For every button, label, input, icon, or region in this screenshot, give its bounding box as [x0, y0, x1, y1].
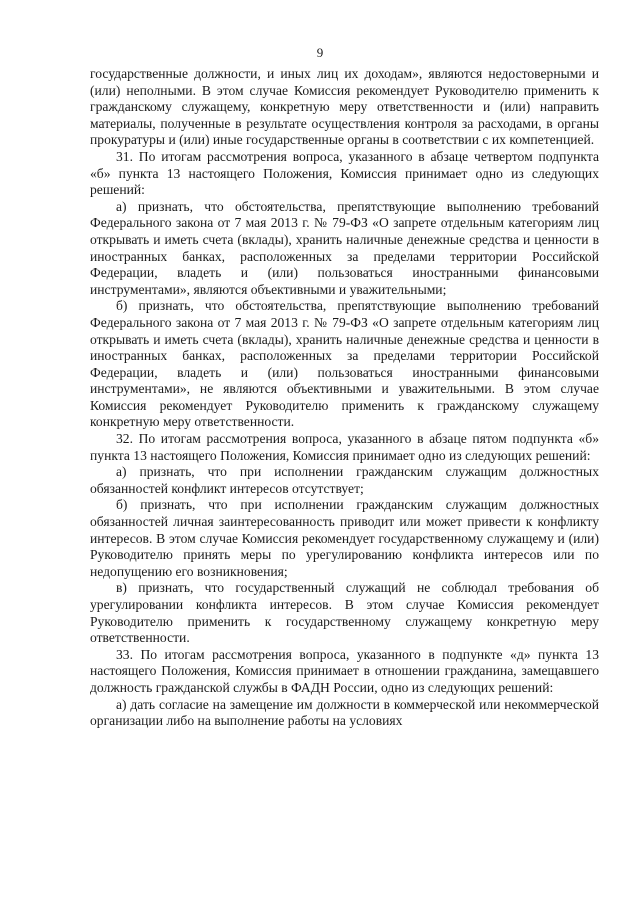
- paragraph-clause-32-v: в) признать, что государственный служащий не соблюдал требования об урегулировании конфликта интересов. В этом случае Комиссия рекомендует Руководителю применить к государственному служащему конкретную меру ответственности.: [90, 580, 599, 646]
- paragraph-clause-33: 33. По итогам рассмотрения вопроса, указанного в подпункте «д» пункта 13 настоящего Положения, Комиссия принимает в отношении гражданина, замещавшего должность гражданской службы в ФАДН России, одно из следующих решений:: [90, 646, 599, 695]
- paragraph-clause-32-b: б) признать, что при исполнении гражданским служащим должностных обязанностей личная заинтересованность приводит или может привести к конфликту интересов. В этом случае Комиссия рекомендует государственному служащему и (или) Руководителю принять меры по урегулированию конфликта интересов или по недопущению его возникновения;: [90, 497, 599, 579]
- paragraph-continuation: государственные должности, и иных лиц их доходам», являются недостоверными и (или) неполными. В этом случае Комиссия рекомендует Руководителю применить к гражданскому служащему, конкретную меру ответственности и (или) направить материалы, полученные в результате осуществления контроля за расходами, в органы прокуратуры и (или) иные государственные органы в соответствии с их компетенцией.: [90, 66, 599, 148]
- paragraph-clause-33-a: а) дать согласие на замещение им должности в коммерческой или некоммерческой организации либо на выполнение работы на условиях: [90, 696, 599, 729]
- paragraph-clause-31: 31. По итогам рассмотрения вопроса, указанного в абзаце четвертом подпункта «б» пункта 13 настоящего Положения, Комиссия принимает одно из следующих решений:: [90, 148, 599, 198]
- paragraph-clause-32: 32. По итогам рассмотрения вопроса, указанного в абзаце пятом подпункта «б» пункта 13 настоящего Положения, Комиссия принимает одно из следующих решений:: [90, 431, 599, 463]
- paragraph-clause-32-a: а) признать, что при исполнении гражданским служащим должностных обязанностей конфликт интересов отсутствует;: [90, 464, 599, 496]
- paragraph-clause-31-a: а) признать, что обстоятельства, препятствующие выполнению требований Федерального закона от 7 мая 2013 г. № 79-ФЗ «О запрете отдельным категориям лиц открывать и иметь счета (вклады), хранить наличные денежные средства и ценности в иностранных банках, расположенных за пределами территории Российской Федерации, владеть и (или) пользоваться иностранными финансовыми инструментами», являются объективными и уважительными;: [90, 198, 599, 297]
- document-body: [90, 66, 599, 730]
- paragraph-clause-31-b: б) признать, что обстоятельства, препятствующие выполнению требований Федерального закона от 7 мая 2013 г. № 79-ФЗ «О запрете отдельным категориям лиц открывать и иметь счета (вклады), хранить наличные денежные средства и ценности в иностранных банках, расположенных за пределами территории Российской Федерации, владеть и (или) пользоваться иностранными финансовыми инструментами», не являются объективными и уважительными. В этом случае Комиссия рекомендует Руководителю применить к гражданскому служащему конкретную меру ответственности.: [90, 298, 599, 430]
- page-number: 9: [316, 45, 324, 60]
